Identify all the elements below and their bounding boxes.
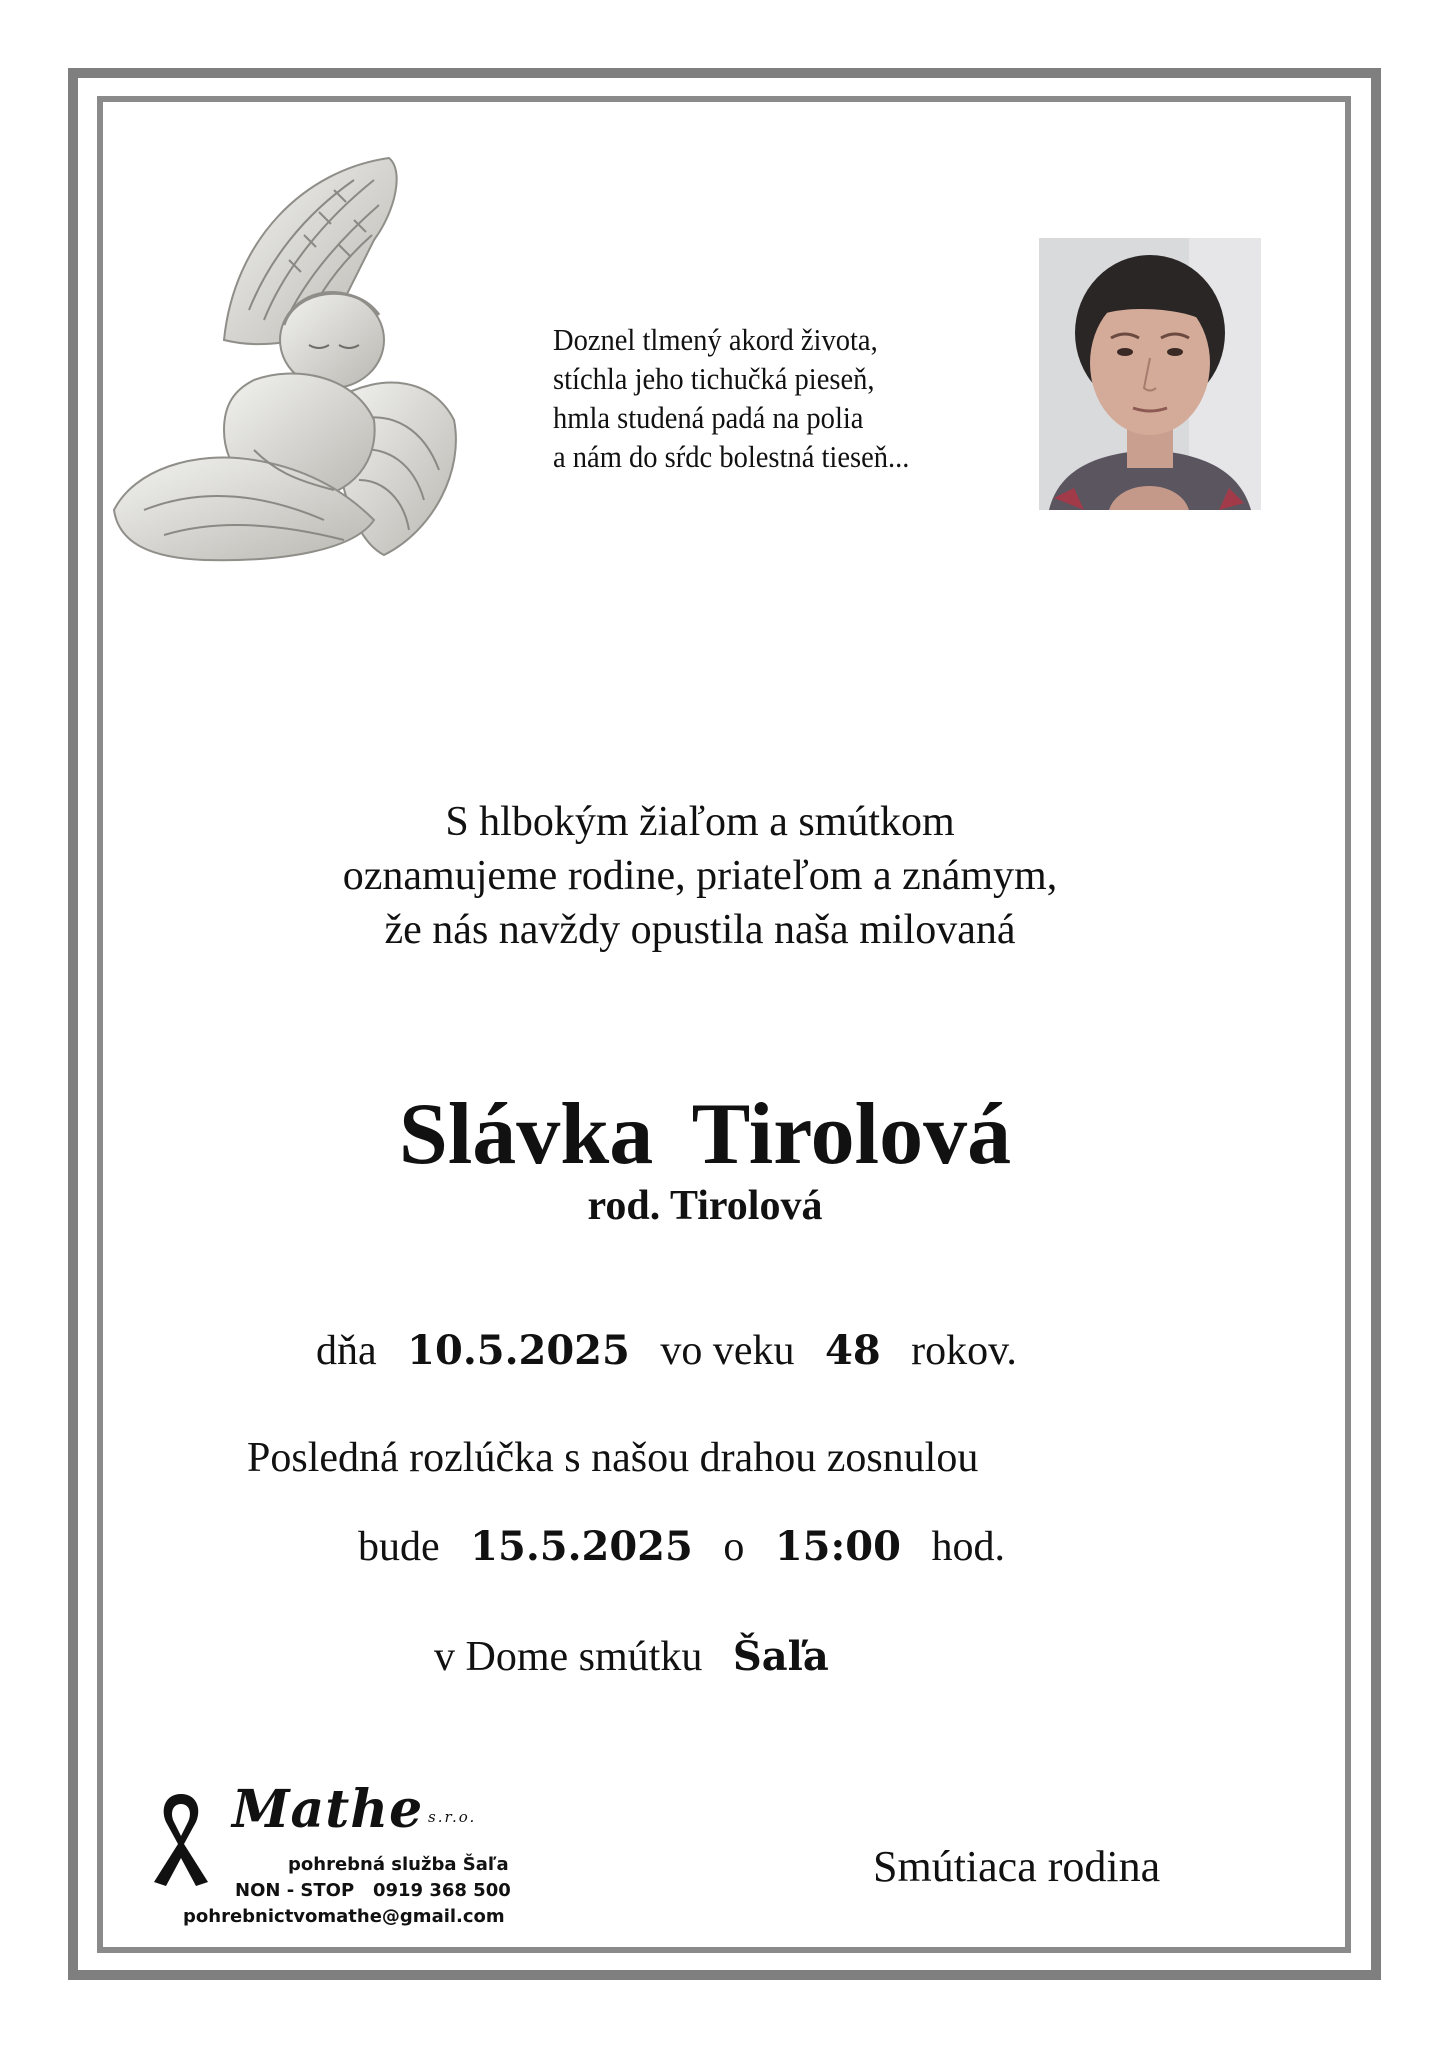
age-prefix: vo veku: [660, 1328, 795, 1374]
time-suffix: hod.: [931, 1524, 1005, 1570]
farewell-place-line: [434, 1630, 829, 1684]
poem-line: Doznel tlmený akord života,: [553, 322, 878, 357]
signature: Smútiaca rodina: [873, 1842, 1161, 1891]
company-phone: NON - STOP 0919 368 500: [235, 1880, 511, 1901]
time-prefix: o: [723, 1524, 745, 1570]
maiden-name: rod. Tirolová: [587, 1183, 823, 1229]
intro-line: oznamujeme rodine, priateľom a známym,: [342, 853, 1058, 899]
intro-line: S hlbokým žiaľom a smútkom: [445, 799, 955, 845]
intro-line: že nás navždy opustila naša milovaná: [384, 907, 1016, 953]
farewell-text: Posledná rozlúčka s našou drahou zosnulou: [247, 1435, 979, 1481]
poem-line: a nám do sŕdc bolestná tieseň...: [553, 439, 910, 474]
portrait-photo: [1039, 238, 1261, 510]
place-prefix: v Dome smútku: [434, 1634, 703, 1680]
announcement-intro: [200, 795, 1200, 957]
age-value: 48: [825, 1327, 881, 1374]
mourning-ribbon-icon: [146, 1786, 216, 1886]
farewell-date: 15.5.2025: [470, 1523, 693, 1570]
funeral-company-block: [140, 1780, 530, 1940]
poem-line: stíchla jeho tichučká pieseň,: [553, 361, 875, 396]
deceased-name: Slávka Tirolová: [398, 1086, 1012, 1183]
company-suffix: s.r.o.: [428, 1808, 477, 1826]
farewell-time: 15:00: [774, 1523, 901, 1570]
farewell-when-line: [358, 1520, 1005, 1574]
poem: [553, 320, 939, 476]
death-prefix: dňa: [316, 1328, 377, 1374]
death-date-line: [316, 1324, 1017, 1378]
farewell-place: Šaľa: [732, 1633, 829, 1680]
age-suffix: rokov.: [911, 1328, 1017, 1374]
company-service: pohrebná služba Šaľa: [288, 1854, 509, 1875]
company-email: pohrebnictvomathe@gmail.com: [183, 1906, 505, 1927]
company-name: Mathe: [232, 1779, 424, 1840]
farewell-prefix: bude: [358, 1524, 440, 1570]
death-date: 10.5.2025: [407, 1327, 630, 1374]
poem-line: hmla studená padá na polia: [553, 400, 864, 435]
angel-statue-image: [104, 150, 482, 570]
